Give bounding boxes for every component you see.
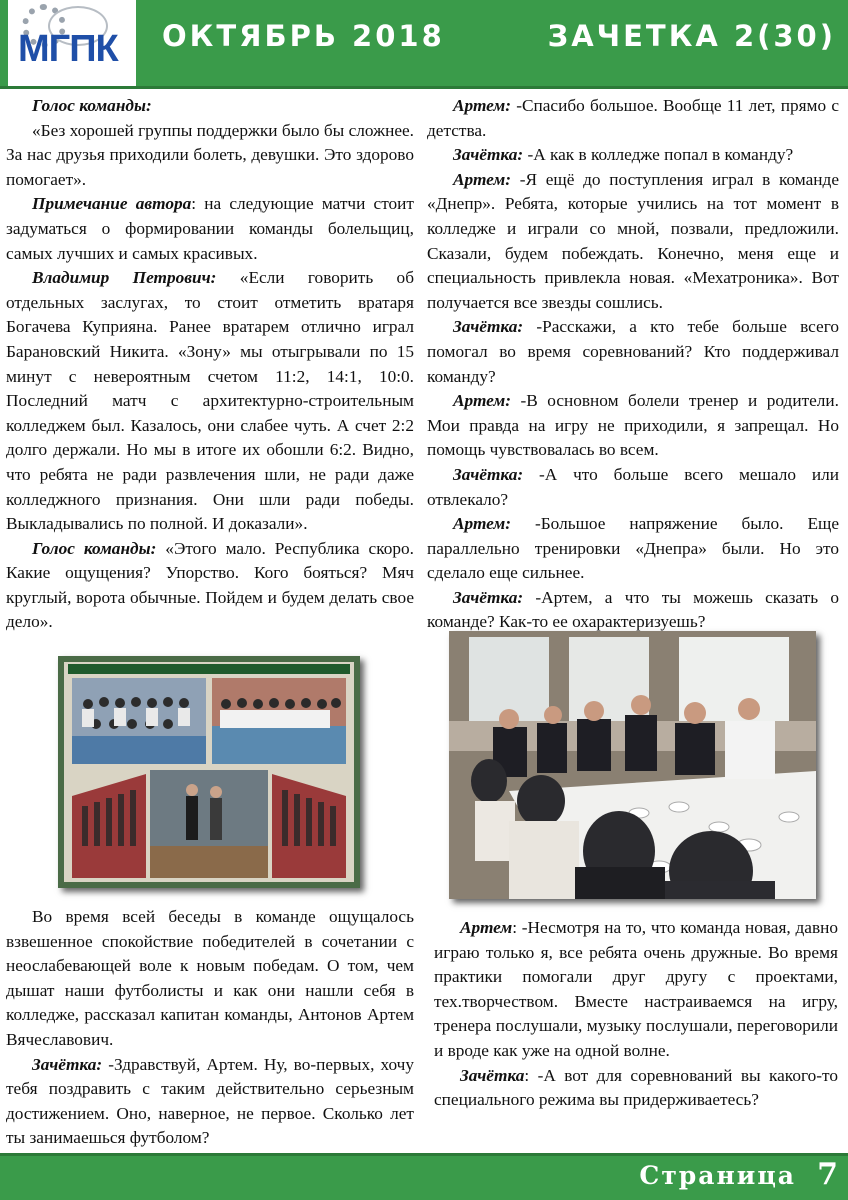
paragraph-text: -В основном болели тренер и родители. Мои правда на игру не приходили, я запрещал. Но помощь чувствовалась во всем. (427, 391, 839, 460)
article-paragraph (427, 94, 839, 143)
paragraph-text: -Здравствуй, Артем. Ну, во-первых, хочу тебя поздравить с таким действительно серьезным достижением. Оно, наверное, не первое. Сколько лет ты занимаешься футболом? (6, 1054, 414, 1148)
team-stand-photo (58, 656, 360, 888)
article-paragraph (6, 905, 414, 1053)
article-paragraph (427, 315, 839, 389)
article-paragraph (434, 1064, 838, 1113)
paragraph-text: «Этого мало. Республика скоро. Какие ощущения? Упорство. Кого бояться? Мяч круглый, ворота обычные. Пойдем и будем делать свое дело». (6, 538, 414, 632)
speaker-label: Артем: (453, 514, 511, 534)
speaker-label: Зачётка: (453, 145, 524, 165)
article-paragraph (6, 1053, 414, 1151)
article-column-2 (427, 94, 839, 635)
article-paragraph (6, 119, 414, 193)
page-label: Страница (639, 1161, 796, 1190)
issue-date: ОКТЯБРЬ 2018 (162, 19, 445, 53)
issue-title: ЗАЧЕТКА 2(30) (547, 19, 836, 53)
speaker-label: Зачётка: (453, 317, 524, 337)
article-column-4 (434, 916, 838, 1113)
article-paragraph (427, 389, 839, 463)
speaker-label: Голос команды: (32, 96, 152, 115)
speaker-label: Зачётка (460, 1065, 525, 1085)
paragraph-text: «Без хорошей группы поддержки было бы сложнее. За нас друзья приходили болеть, девушки. Это здорово помогает». (6, 120, 414, 189)
speaker-label: Голос команды: (32, 538, 157, 558)
speaker-label: Примечание автора (32, 194, 192, 214)
article-column-1 (6, 94, 414, 635)
speaker-label: Владимир Петрович: (32, 268, 217, 288)
paragraph-text: Во время всей беседы в команде ощущалось взвешенное спокойствие победителей в сочетании с неослабевающей воле к новым победам. О том, чем дышат наши футболисты и как они нашли себя в колледже, рассказал капитан команды, Антонов Артем Вячеславович. (6, 907, 414, 1049)
speaker-label: Артем: (453, 169, 511, 189)
article-column-3 (6, 905, 414, 1151)
article-paragraph (427, 168, 839, 316)
team-stand-image (58, 656, 360, 888)
speaker-label: Зачётка: (453, 587, 524, 607)
interview-table-photo (449, 631, 816, 899)
paragraph-text: -Артем, а что ты можешь сказать о команде? Как-то ее охарактеризуешь? (427, 587, 839, 632)
article-paragraph (427, 586, 839, 635)
paragraph-text: : -А вот для соревнований вы какого-то специального режима вы придерживаетесь? (434, 1065, 838, 1110)
header-divider (0, 86, 848, 89)
interview-table-image (449, 631, 816, 899)
logo (8, 0, 136, 86)
paragraph-text: -Спасибо большое. Вообще 11 лет, прямо с детства. (427, 96, 839, 140)
speaker-label: Артем: (453, 96, 511, 115)
paragraph-text: -Расскажи, а кто тебе больше всего помогал во время соревнований? Кто поддерживал команду? (427, 317, 839, 386)
paragraph-text: -Я ещё до поступления играл в команде «Днепр». Ребята, которые учились на тот момент в колледже и играли со мной, позвали, предложили. Сказали, будем побеждать. Конечно, меня еще и специальность привлекла новая. «Мехатроника». Вот получается все звезды сошлись. (427, 169, 839, 312)
article-paragraph (427, 463, 839, 512)
page-number: 7 (817, 1157, 838, 1192)
paragraph-text: «Если говорить об отдельных заслугах, то стоит отметить вратаря Богачева Куприяна. Ранее вратарем отлично играл Барановский Никита. «Зону» мы отыгрывали по 15 минут с невероятным счетом 11:2, 14:1, 10:0. Последний матч с архитектурно-строительным колледжем был. Казалось, они слабее чуть. А счет 2:2 долго держали. Но мы в итоге их обошли 6:2. Видно, что ребята не ради развлечения шли, не ради даже колледжного признания. Они шли ради победы. Выкладывались по полной. И доказали». (6, 268, 414, 534)
paragraph-text: : на следующие матчи стоит задуматься о формировании команды болельщиц, самых лучших и самых красивых. (6, 194, 414, 263)
speaker-label: Зачётка: (32, 1054, 103, 1074)
speaker-label: Зачётка: (453, 464, 524, 484)
logo-text: МГПК (18, 28, 118, 70)
article-paragraph (427, 143, 839, 168)
paragraph-text: -А что больше всего мешало или отвлекало? (427, 464, 839, 509)
paragraph-text: -Большое напряжение было. Еще параллельно тренировки «Днепра» были. Но это сделало еще сильнее. (427, 514, 839, 583)
paragraph-text: -А как в колледже попал в команду? (523, 145, 794, 165)
article-paragraph (6, 94, 414, 119)
article-paragraph (434, 916, 838, 1064)
speaker-label: Артем (460, 918, 513, 937)
speaker-label: Артем: (453, 391, 511, 411)
article-paragraph (427, 512, 839, 586)
article-paragraph (6, 192, 414, 266)
article-paragraph (6, 266, 414, 537)
article-paragraph (6, 537, 414, 635)
paragraph-text: : -Несмотря на то, что команда новая, давно играю только я, все ребята очень дружные. Во время практики помогали друг другу с проектами, тех.творчеством. Вместе настраиваемся на игру, тренера послушали, музыку послушали, переговорили и вроде как уже на одной волне. (434, 918, 838, 1060)
